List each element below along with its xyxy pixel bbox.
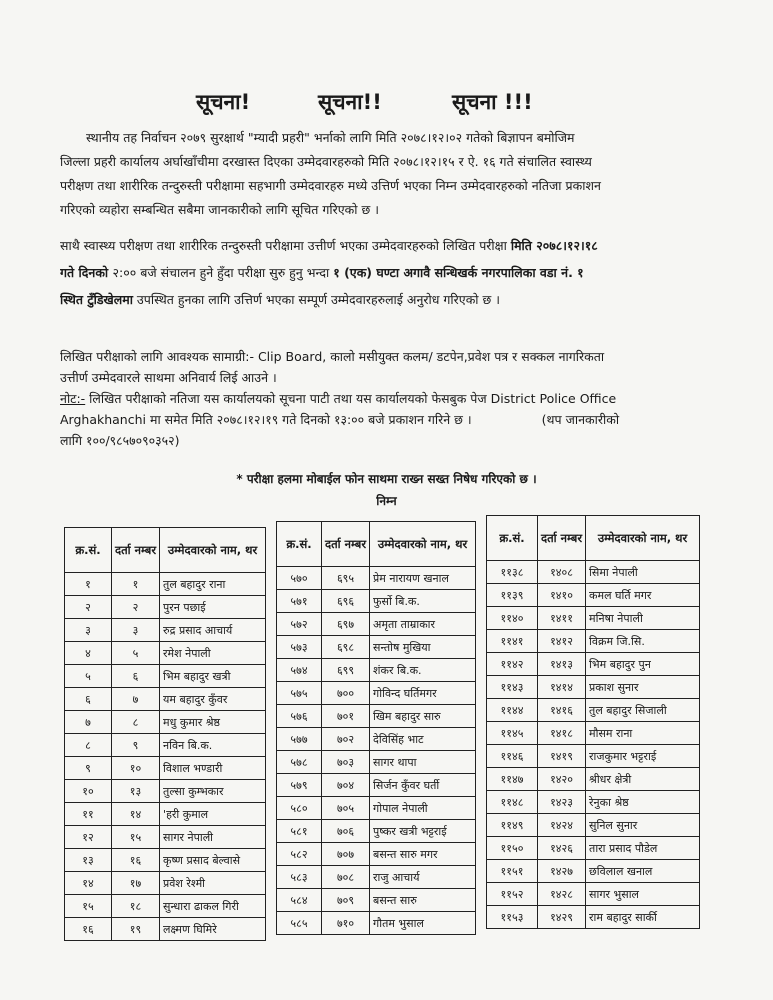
cell-reg: ७०८ — [322, 866, 370, 889]
para1-line: जिल्ला प्रहरी कार्यालय अर्घाखाँचीमा दरखास्त दिएका उम्मेदवारहरुको मिति २०७८।१२।१५ र ऐ. १६ गते संचालित स्वास्थ्य — [60, 154, 592, 169]
table-row — [65, 619, 266, 642]
cell-name: नविन बि.क. — [160, 734, 266, 757]
table-row — [487, 561, 700, 584]
cell-reg: १४ — [112, 803, 160, 826]
cell-reg: १९ — [112, 918, 160, 941]
cell-reg: ७०९ — [322, 889, 370, 912]
cell-name: शंकर बि.क. — [370, 659, 476, 682]
para1-line: स्थानीय तह निर्वाचन २०७९ सुरक्षार्थ "म्यादी प्रहरी" भर्नाको लागि मिति २०७८।१२।०२ गतेको बिज्ञापन बमोजिम — [86, 130, 575, 145]
para3-line: उत्तीर्ण उम्मेदवारले साथमा अनिवार्य लिई आउने । — [60, 370, 277, 385]
table-row — [65, 688, 266, 711]
cell-reg: ६९९ — [322, 659, 370, 682]
table-row — [487, 837, 700, 860]
cell-reg: ७१० — [322, 912, 370, 935]
cell-name: छविलाल खनाल — [586, 860, 700, 883]
para2-text: साथै स्वास्थ्य परीक्षण तथा शारीरिक तन्दुरुस्ती परीक्षामा उत्तीर्ण भएका उम्मेदवारहरुको लिखित परीक्षा — [60, 238, 511, 253]
cell-sn: ११४३ — [487, 676, 538, 699]
cell-name: कृष्ण प्रसाद बेल्वासे — [160, 849, 266, 872]
table-row — [65, 573, 266, 596]
cell-name: भिम बहादुर खत्री — [160, 665, 266, 688]
para3-line: लिखित परीक्षाको नतिजा यस कार्यालयको सूचना पाटी तथा यस कार्यालयको फेसबुक पेज District Police Office — [85, 391, 617, 406]
cell-sn: ११४१ — [487, 630, 538, 653]
para2-text: उपस्थित हुनका लागि उत्तिर्ण भएका सम्पूर्ण उम्मेदवारहरुलाई अनुरोध गरिएको छ । — [132, 292, 500, 307]
mobile-ban-notice: * परीक्षा हलमा मोबाईल फोन साथमा राख्न सख्त निषेध गरिएको छ । — [236, 472, 537, 486]
cell-sn: १६ — [65, 918, 112, 941]
table-row — [487, 860, 700, 883]
cell-sn: ५७६ — [277, 705, 322, 728]
cell-reg: १४१३ — [538, 653, 586, 676]
para3-contact-lead: (थप जानकारीको — [541, 412, 620, 427]
table-row — [65, 803, 266, 826]
results-table-3 — [486, 515, 700, 929]
cell-reg: १४२६ — [538, 837, 586, 860]
cell-reg: १४२९ — [538, 906, 586, 929]
table-row — [487, 607, 700, 630]
cell-reg: १४१६ — [538, 699, 586, 722]
note-label: नोट:- — [60, 391, 86, 406]
table-row — [65, 780, 266, 803]
cell-name: श्रीधर क्षेत्री — [586, 768, 700, 791]
table-row — [487, 722, 700, 745]
header-reg: दर्ता नम्बर — [322, 522, 370, 567]
paragraph-results-intro — [60, 126, 720, 222]
header-sn: क्र.सं. — [65, 528, 112, 573]
cell-sn: ५७७ — [277, 728, 322, 751]
cell-reg: ६९५ — [322, 567, 370, 590]
cell-reg: ७ — [112, 688, 160, 711]
results-table-1 — [64, 527, 266, 941]
cell-name: सुनिल सुनार — [586, 814, 700, 837]
cell-name: खिम बहादुर सारु — [370, 705, 476, 728]
cell-sn: ५८३ — [277, 866, 322, 889]
cell-reg: ७०१ — [322, 705, 370, 728]
cell-sn: ८ — [65, 734, 112, 757]
table-row — [487, 699, 700, 722]
cell-reg: ७०६ — [322, 820, 370, 843]
cell-sn: १३ — [65, 849, 112, 872]
cell-reg: ६९७ — [322, 613, 370, 636]
cell-name: पुरन पछाई — [160, 596, 266, 619]
table-row — [277, 843, 476, 866]
header-sn: क्र.सं. — [277, 522, 322, 567]
header-name: उम्मेदवारको नाम, थर — [370, 522, 476, 567]
cell-sn: १२ — [65, 826, 112, 849]
cell-reg: १४१४ — [538, 676, 586, 699]
cell-name: तुल्सा कुम्भकार — [160, 780, 266, 803]
cell-sn: ५७० — [277, 567, 322, 590]
cell-reg: २ — [112, 596, 160, 619]
cell-sn: ६ — [65, 688, 112, 711]
cell-name: तारा प्रसाद पौडेल — [586, 837, 700, 860]
table-row — [487, 906, 700, 929]
cell-reg: १४१२ — [538, 630, 586, 653]
results-table-2 — [276, 521, 476, 935]
cell-sn: ५७५ — [277, 682, 322, 705]
cell-name: 'हरी कुमाल — [160, 803, 266, 826]
cell-reg: ७०४ — [322, 774, 370, 797]
cell-name: विशाल भण्डारी — [160, 757, 266, 780]
cell-name: तुल बहादुर सिजाली — [586, 699, 700, 722]
cell-sn: ५ — [65, 665, 112, 688]
table-row — [65, 596, 266, 619]
cell-sn: ११५१ — [487, 860, 538, 883]
cell-sn: ११४२ — [487, 653, 538, 676]
cell-sn: १५ — [65, 895, 112, 918]
cell-reg: ७०३ — [322, 751, 370, 774]
cell-sn: ५७२ — [277, 613, 322, 636]
cell-sn: ११५० — [487, 837, 538, 860]
cell-reg: १५ — [112, 826, 160, 849]
cell-sn: १० — [65, 780, 112, 803]
cell-name: राजु आचार्य — [370, 866, 476, 889]
cell-name: सिर्जन कुँवर घर्ती — [370, 774, 476, 797]
cell-reg: १७ — [112, 872, 160, 895]
cell-sn: ११४८ — [487, 791, 538, 814]
table-row — [277, 613, 476, 636]
table-row — [65, 734, 266, 757]
table-row — [277, 705, 476, 728]
cell-name: सन्तोष मुखिया — [370, 636, 476, 659]
table-row — [277, 820, 476, 843]
cell-name: गौतम भुसाल — [370, 912, 476, 935]
cell-reg: ५ — [112, 642, 160, 665]
table-row — [277, 774, 476, 797]
table-row — [277, 912, 476, 935]
cell-reg: १८ — [112, 895, 160, 918]
table-row — [277, 728, 476, 751]
cell-name: यम बहादुर कुँवर — [160, 688, 266, 711]
following-label: निम्न — [376, 494, 397, 508]
cell-name: प्रकाश सुनार — [586, 676, 700, 699]
exam-venue-text: १ (एक) घण्टा अगावै सन्धिखर्क नगरपालिका वडा नं. १ — [333, 265, 584, 280]
header-reg: दर्ता नम्बर — [112, 528, 160, 573]
cell-name: गोविन्द घर्तिमगर — [370, 682, 476, 705]
cell-reg: ९ — [112, 734, 160, 757]
cell-name: लक्ष्मण घिमिरे — [160, 918, 266, 941]
cell-name: रुद्र प्रसाद आचार्य — [160, 619, 266, 642]
cell-name: सागर भुसाल — [586, 883, 700, 906]
cell-sn: ११४७ — [487, 768, 538, 791]
cell-sn: ११३९ — [487, 584, 538, 607]
cell-name: तुल बहादुर राना — [160, 573, 266, 596]
cell-sn: ७ — [65, 711, 112, 734]
table-row — [65, 849, 266, 872]
table-row — [65, 642, 266, 665]
para3-contact-number: लागि १००/९८५७०९०३५२) — [60, 433, 180, 448]
header-name: उम्मेदवारको नाम, थर — [586, 516, 700, 561]
cell-sn: २ — [65, 596, 112, 619]
table-row — [487, 745, 700, 768]
cell-name: विक्रम जि.सि. — [586, 630, 700, 653]
para3-line: लिखित परीक्षाको लागि आवश्यक सामाग्री:- Clip Board, कालो मसीयुक्त कलम/ डटपेन,प्रवेश पत्र र सक्कल नागरिकता — [60, 349, 605, 364]
cell-name: रेनुका श्रेष्ठ — [586, 791, 700, 814]
cell-sn: ११५२ — [487, 883, 538, 906]
table-row — [277, 659, 476, 682]
cell-reg: ७०७ — [322, 843, 370, 866]
cell-name: गोपाल नेपाली — [370, 797, 476, 820]
cell-name: प्रवेश रेश्मी — [160, 872, 266, 895]
exam-venue-place: स्थित टुँडिखेलमा — [60, 292, 133, 307]
table-row — [487, 676, 700, 699]
cell-sn: ४ — [65, 642, 112, 665]
para2-text: २:०० बजे संचालन हुने हुँदा परीक्षा सुरु हुनु भन्दा — [112, 265, 334, 280]
cell-reg: १४१० — [538, 584, 586, 607]
cell-reg: १० — [112, 757, 160, 780]
cell-sn: ५७८ — [277, 751, 322, 774]
cell-sn: ५८२ — [277, 843, 322, 866]
table-row — [277, 889, 476, 912]
cell-name: मनिषा नेपाली — [586, 607, 700, 630]
cell-name: प्रेम नारायण खनाल — [370, 567, 476, 590]
cell-reg: ८ — [112, 711, 160, 734]
table-row — [65, 895, 266, 918]
cell-reg: १४२७ — [538, 860, 586, 883]
table-row — [277, 866, 476, 889]
cell-reg: १४११ — [538, 607, 586, 630]
cell-sn: १४ — [65, 872, 112, 895]
table-row — [487, 883, 700, 906]
cell-name: बसन्त सारु — [370, 889, 476, 912]
cell-reg: १४२४ — [538, 814, 586, 837]
table-row — [487, 653, 700, 676]
table-row — [277, 751, 476, 774]
exam-date: मिति २०७८।१२।१८ — [510, 238, 598, 253]
para1-line: गरिएको व्यहोरा सम्बन्धित सबैमा जानकारीको लागि सूचित गरिएको छ । — [60, 202, 379, 217]
cell-reg: १ — [112, 573, 160, 596]
table-row — [487, 630, 700, 653]
header-name: उम्मेदवारको नाम, थर — [160, 528, 266, 573]
table-row — [277, 636, 476, 659]
table-row — [65, 872, 266, 895]
table-row — [277, 567, 476, 590]
cell-name: मधु कुमार श्रेष्ठ — [160, 711, 266, 734]
cell-reg: ७०० — [322, 682, 370, 705]
cell-reg: १४२३ — [538, 791, 586, 814]
cell-sn: ५७१ — [277, 590, 322, 613]
cell-reg: ६९८ — [322, 636, 370, 659]
cell-name: सुन्धारा ढाकल गिरी — [160, 895, 266, 918]
table-row — [487, 584, 700, 607]
cell-name: राजकुमार भट्टराई — [586, 745, 700, 768]
table-row — [65, 665, 266, 688]
cell-name: अमृता ताम्राकार — [370, 613, 476, 636]
cell-name: बसन्त सारु मगर — [370, 843, 476, 866]
table-row — [277, 590, 476, 613]
header-sn: क्र.सं. — [487, 516, 538, 561]
cell-sn: ५८५ — [277, 912, 322, 935]
notice-title-2: सूचना!! — [318, 90, 382, 114]
cell-reg: १४२० — [538, 768, 586, 791]
cell-reg: १४१९ — [538, 745, 586, 768]
cell-name: देविसिंह भाट — [370, 728, 476, 751]
cell-sn: ५८४ — [277, 889, 322, 912]
table-row — [487, 791, 700, 814]
cell-sn: ११ — [65, 803, 112, 826]
table-row — [65, 711, 266, 734]
cell-name: फुर्सो बि.क. — [370, 590, 476, 613]
notice-title-3: सूचना !!! — [452, 90, 533, 114]
cell-reg: ६९६ — [322, 590, 370, 613]
cell-reg: ७०२ — [322, 728, 370, 751]
cell-sn: ५७९ — [277, 774, 322, 797]
cell-name: राम बहादुर सार्की — [586, 906, 700, 929]
cell-sn: १ — [65, 573, 112, 596]
header-reg: दर्ता नम्बर — [538, 516, 586, 561]
table-row — [487, 814, 700, 837]
cell-name: रमेश नेपाली — [160, 642, 266, 665]
cell-sn: ११४५ — [487, 722, 538, 745]
notice-titles — [0, 88, 773, 122]
cell-sn: ५७४ — [277, 659, 322, 682]
exam-day-label: गते दिनको — [60, 265, 113, 280]
table-row — [65, 826, 266, 849]
para1-line: परीक्षण तथा शारीरिक तन्दुरुस्ती परीक्षामा सहभागी उम्मेदवारहरु मध्ये उत्तिर्ण भएका निम्न उम्मेदवारहरुको नतिजा प्रकाशन — [60, 178, 601, 193]
table-row — [277, 682, 476, 705]
cell-sn: ११४४ — [487, 699, 538, 722]
cell-sn: ११४० — [487, 607, 538, 630]
cell-sn: ५७३ — [277, 636, 322, 659]
cell-reg: १४१८ — [538, 722, 586, 745]
cell-name: मौसम राना — [586, 722, 700, 745]
cell-name: पुष्कर खत्री भट्टराई — [370, 820, 476, 843]
cell-name: सागर नेपाली — [160, 826, 266, 849]
cell-reg: १४०८ — [538, 561, 586, 584]
table-row — [487, 768, 700, 791]
cell-sn: ९ — [65, 757, 112, 780]
paragraph-requirements — [60, 346, 720, 451]
cell-sn: ११४९ — [487, 814, 538, 837]
cell-sn: ५८० — [277, 797, 322, 820]
cell-name: भिम बहादुर पुन — [586, 653, 700, 676]
para3-line: Arghakhanchi मा समेत मिति २०७८।१२।१९ गते दिनको १३:०० बजे प्रकाशन गरिने छ । — [60, 412, 472, 427]
cell-sn: ११३८ — [487, 561, 538, 584]
table-row — [277, 797, 476, 820]
cell-name: सागर थापा — [370, 751, 476, 774]
cell-sn: ५८१ — [277, 820, 322, 843]
table-row — [65, 757, 266, 780]
cell-reg: ३ — [112, 619, 160, 642]
cell-name: कमल घर्ति मगर — [586, 584, 700, 607]
cell-reg: १४२८ — [538, 883, 586, 906]
cell-reg: ६ — [112, 665, 160, 688]
table-row — [65, 918, 266, 941]
cell-sn: ३ — [65, 619, 112, 642]
notice-title-1: सूचना! — [196, 90, 251, 114]
cell-reg: ७०५ — [322, 797, 370, 820]
cell-sn: ११४६ — [487, 745, 538, 768]
cell-sn: ११५३ — [487, 906, 538, 929]
cell-name: सिमा नेपाली — [586, 561, 700, 584]
cell-reg: १३ — [112, 780, 160, 803]
paragraph-written-exam — [60, 232, 720, 313]
cell-reg: १६ — [112, 849, 160, 872]
